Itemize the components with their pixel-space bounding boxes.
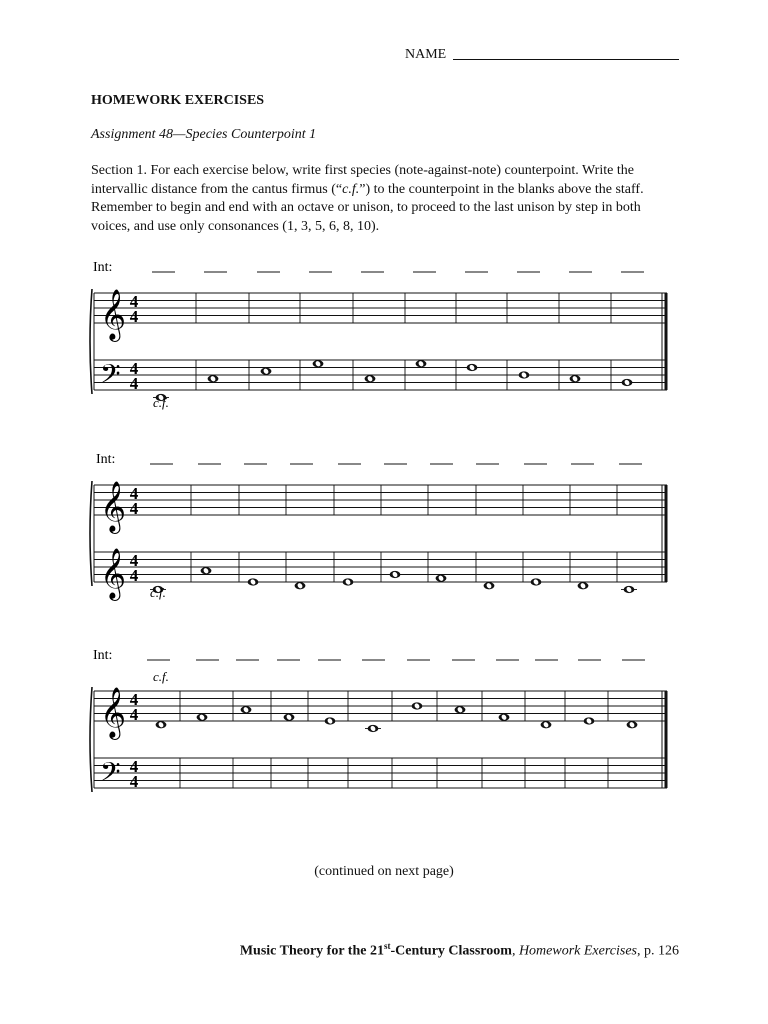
lower-treble-clef-icon: 𝄞 (100, 549, 127, 598)
cf-whole-note (622, 379, 633, 386)
instructions-part2: ”) to the counterpoint in the blanks above the staff. Remember to begin and end with an octave or unison, to proceed to the last unison by step in both voices, and use only consonances (1, 3, 5, 6, 8, 10). (91, 181, 644, 234)
cf-whole-note (313, 360, 324, 367)
cf-whole-note (531, 578, 542, 585)
cf-label: c.f. (150, 585, 166, 600)
cf-label: c.f. (153, 669, 169, 684)
cf-whole-note (519, 371, 530, 378)
upper-time-sig-bottom: 4 (129, 705, 139, 724)
cf-whole-note (484, 582, 495, 589)
cf-whole-note (467, 364, 478, 371)
lower-bass-clef-icon: 𝄢 (100, 359, 121, 395)
continued-note: (continued on next page) (314, 864, 454, 879)
lower-time-sig-bottom: 4 (129, 566, 139, 585)
cf-whole-note (541, 721, 552, 728)
cf-whole-note (416, 360, 427, 367)
upper-treble-clef-icon: 𝄞 (100, 290, 127, 339)
footer-book: Homework Exercises (518, 943, 637, 959)
cf-whole-note (455, 706, 466, 713)
assignment-title: Assignment 48—Species Counterpoint 1 (91, 127, 317, 142)
cf-whole-note (156, 721, 167, 728)
int-label: Int: (93, 260, 113, 275)
cf-whole-note (584, 717, 595, 724)
upper-time-sig-top: 4 (129, 690, 139, 709)
lower-time-sig-top: 4 (129, 757, 139, 776)
int-label: Int: (96, 452, 116, 467)
system-bracket (90, 481, 92, 586)
exercise-system-2 (90, 452, 667, 601)
page-footer (240, 941, 679, 960)
lower-time-sig-top: 4 (129, 359, 139, 378)
cf-whole-note (208, 375, 219, 382)
exercise-system-3 (90, 648, 667, 793)
cf-whole-note (578, 582, 589, 589)
lower-bass-clef-icon: 𝄢 (100, 757, 121, 793)
lower-time-sig-bottom: 4 (129, 772, 139, 791)
exercise-system-1 (90, 260, 667, 410)
cf-whole-note (325, 717, 336, 724)
cf-whole-note (390, 571, 401, 578)
footer-page: , p. 126 (637, 943, 679, 959)
name-label: NAME (405, 47, 447, 62)
cf-whole-note (295, 582, 306, 589)
upper-time-sig-top: 4 (129, 484, 139, 503)
cf-whole-note (343, 578, 354, 585)
cf-whole-note (570, 375, 581, 382)
page-heading: HOMEWORK EXERCISES (91, 93, 265, 108)
cf-whole-note (197, 714, 208, 721)
cf-whole-note (261, 368, 272, 375)
cf-whole-note (241, 706, 252, 713)
upper-time-sig-bottom: 4 (129, 499, 139, 518)
cf-label: c.f. (153, 395, 169, 410)
cf-whole-note (627, 721, 638, 728)
footer-title-a: Music Theory for the 21 (239, 943, 384, 959)
cf-whole-note (201, 567, 212, 574)
footer-title-sup: st (383, 941, 391, 951)
upper-treble-clef-icon: 𝄞 (100, 482, 127, 531)
upper-time-sig-top: 4 (129, 292, 139, 311)
cf-whole-note (365, 375, 376, 382)
cf-whole-note (624, 586, 635, 593)
upper-time-sig-bottom: 4 (129, 307, 139, 326)
upper-treble-clef-icon: 𝄞 (100, 688, 127, 737)
cf-whole-note (284, 714, 295, 721)
lower-time-sig-top: 4 (129, 551, 139, 570)
cf-whole-note (436, 575, 447, 582)
lower-time-sig-bottom: 4 (129, 374, 139, 393)
cf-whole-note (412, 702, 423, 709)
cf-whole-note (368, 725, 379, 732)
footer-sep: , (511, 943, 519, 959)
cf-whole-note (499, 714, 510, 721)
int-label: Int: (93, 648, 113, 663)
footer-title-b: -Century Classroom (390, 943, 512, 959)
system-bracket (90, 289, 92, 394)
cf-whole-note (248, 578, 259, 585)
instructions-part1: Section 1. For each exercise below, write first species (note-against-note) counterpoint. Write the intervallic distance from the cantus firmus (“ (91, 163, 634, 197)
instructions-cf: c.f. (342, 181, 360, 197)
system-bracket (90, 687, 92, 792)
